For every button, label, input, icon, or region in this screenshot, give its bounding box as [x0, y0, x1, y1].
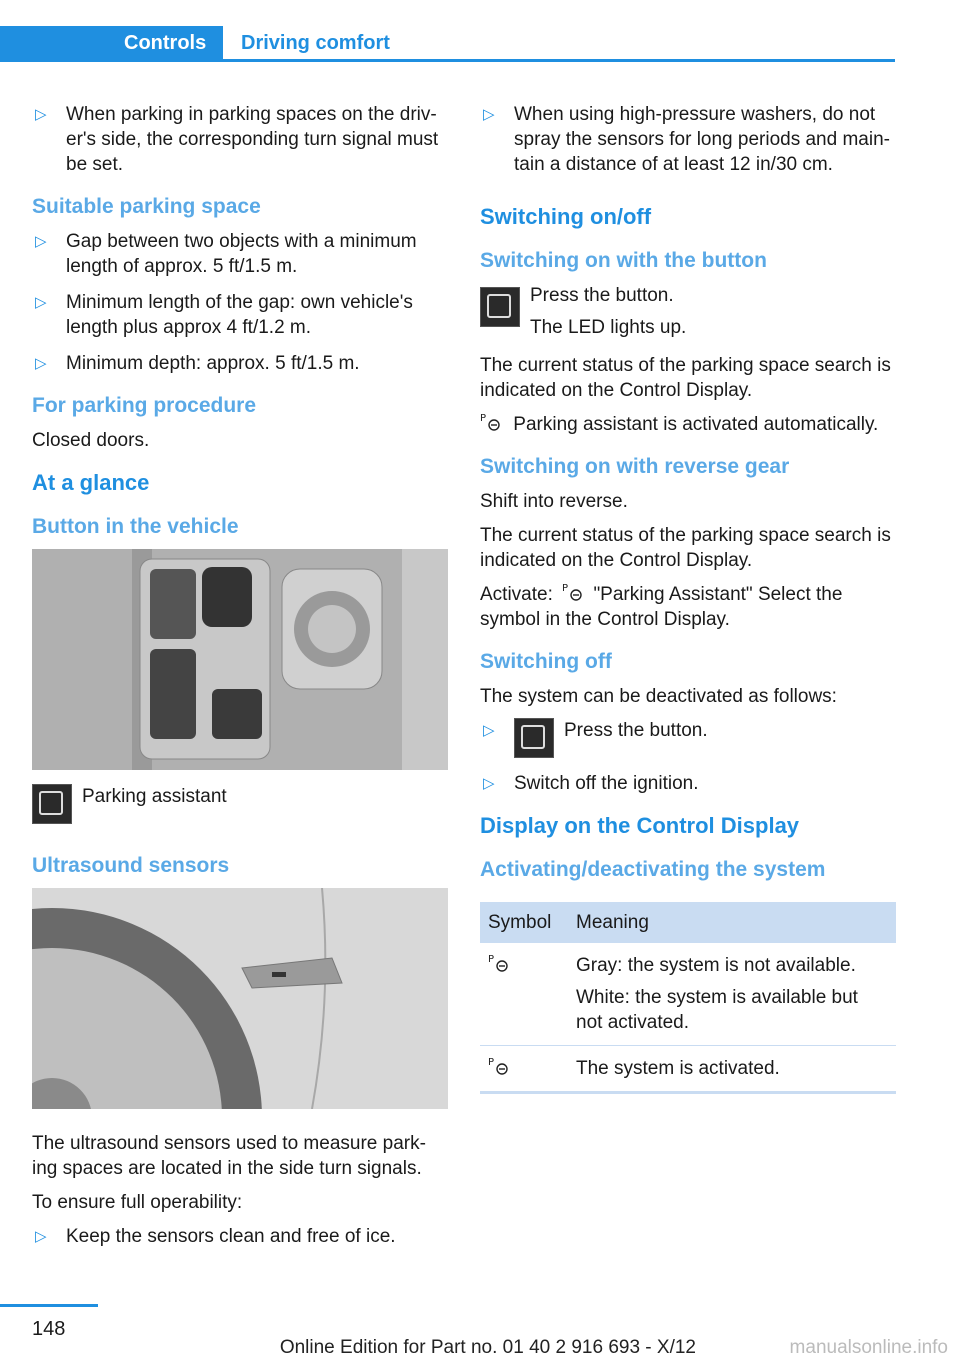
list-item: ▷ Minimum length of the gap: own vehicle's length plus approx 4 ft/1.2 m. — [35, 292, 413, 338]
instruction: The LED lights up. — [530, 317, 687, 338]
list-item: ▷ When parking in parking spaces on the driv-er's side, the corresponding turn signal must be set. — [35, 104, 439, 175]
list-item: ▷ Gap between two objects with a minimum length of approx. 5 ft/1.5 m. — [35, 231, 417, 277]
svg-text:P: P — [488, 1057, 495, 1068]
header-bar — [0, 26, 895, 62]
instruction: Press the button. — [530, 285, 674, 306]
paragraph: P Parking assistant is activated automatically. — [480, 413, 879, 435]
bullet-triangle-icon: ▷ — [35, 1228, 47, 1245]
header-tab-driving-comfort[interactable]: Driving comfort — [241, 32, 390, 54]
section-heading: At a glance — [32, 470, 150, 495]
section-heading: Button in the vehicle — [32, 515, 239, 538]
section-heading: Switching on with reverse gear — [480, 455, 790, 478]
list-item: ▷ Press the button. — [480, 718, 896, 760]
svg-text:P: P — [480, 413, 487, 424]
bullet-triangle-icon: ▷ — [35, 233, 47, 250]
parking-active-symbol-icon — [488, 1056, 510, 1076]
parking-assistant-legend — [32, 784, 448, 826]
list-item: ▷ Switch off the ignition. — [483, 773, 699, 794]
paragraph: The current status of the parking space search is indicated on the Control Display. — [480, 355, 891, 401]
table-cell: The system is activated. — [568, 1046, 896, 1093]
paragraph: To ensure full operability: — [32, 1192, 243, 1213]
section-heading: Ultrasound sensors — [32, 854, 230, 877]
watermark: manualsonline.info — [789, 1337, 948, 1358]
paragraph: The ultrasound sensors used to measure park-ing spaces are located in the side turn signals. — [32, 1133, 426, 1179]
section-heading: Switching on with the button — [480, 249, 767, 272]
table-row — [480, 943, 896, 1046]
section-heading: Switching on/off — [480, 204, 652, 229]
table-cell — [480, 1046, 568, 1093]
bullet-triangle-icon: ▷ — [483, 722, 495, 739]
svg-text:P: P — [562, 583, 569, 594]
paragraph: The system can be deactivated as follows: — [480, 686, 837, 707]
parking-active-symbol-icon — [480, 412, 502, 432]
side-turn-signal-photo — [32, 888, 448, 1109]
press-button-row — [480, 283, 896, 341]
symbol-table — [480, 902, 896, 1094]
svg-text:P: P — [488, 954, 495, 965]
bullet-triangle-icon: ▷ — [35, 355, 47, 372]
paragraph: The current status of the parking space search is indicated on the Control Display. — [480, 525, 891, 571]
bullet-triangle-icon: ▷ — [483, 775, 495, 792]
table-header-row — [480, 902, 896, 943]
footer-rule — [0, 1304, 98, 1307]
section-heading: Switching off — [480, 650, 612, 673]
section-heading: For parking procedure — [32, 394, 257, 417]
parking-inactive-symbol-icon — [488, 953, 510, 973]
bullet-triangle-icon: ▷ — [35, 294, 47, 311]
right-column — [480, 102, 896, 1094]
list-item: ▷ When using high-pressure washers, do not spray the sensors for long periods and main-tain a distance of at least 12 in/30 cm. — [483, 104, 890, 175]
list-item: ▷ Minimum depth: approx. 5 ft/1.5 m. — [35, 353, 360, 374]
page-number: 148 — [32, 1318, 66, 1340]
parking-assistant-button-icon — [514, 718, 554, 758]
bullet-triangle-icon: ▷ — [35, 106, 47, 123]
section-heading: Activating/deactivating the system — [480, 858, 826, 881]
table-cell: Gray: the system is not available. White: the system is available but not activated. — [568, 943, 896, 1046]
header-rule — [223, 59, 895, 62]
center-console-photo — [32, 549, 448, 770]
table-cell — [480, 943, 568, 1046]
section-heading: Suitable parking space — [32, 195, 261, 218]
table-header: Meaning — [568, 902, 896, 943]
parking-assistant-button-icon — [32, 784, 72, 824]
section-heading: Display on the Control Display — [480, 813, 800, 838]
caption: Parking assistant — [82, 786, 227, 807]
paragraph: Activate: P "Parking Assistant" Select the symbol in the Control Display. — [480, 583, 843, 630]
list-item: ▷ Keep the sensors clean and free of ice. — [35, 1226, 396, 1247]
edition-note: Online Edition for Part no. 01 40 2 916 693 - X/12 — [279, 1337, 696, 1358]
left-column — [32, 102, 448, 1260]
paragraph: Shift into reverse. — [480, 491, 628, 512]
parking-assistant-button-icon — [480, 287, 520, 327]
table-row — [480, 1046, 896, 1093]
bullet-triangle-icon: ▷ — [483, 106, 495, 123]
paragraph: Closed doors. — [32, 430, 150, 451]
parking-symbol-icon — [562, 582, 584, 602]
header-tab-controls[interactable]: Controls — [124, 32, 207, 54]
table-header: Symbol — [480, 902, 568, 943]
